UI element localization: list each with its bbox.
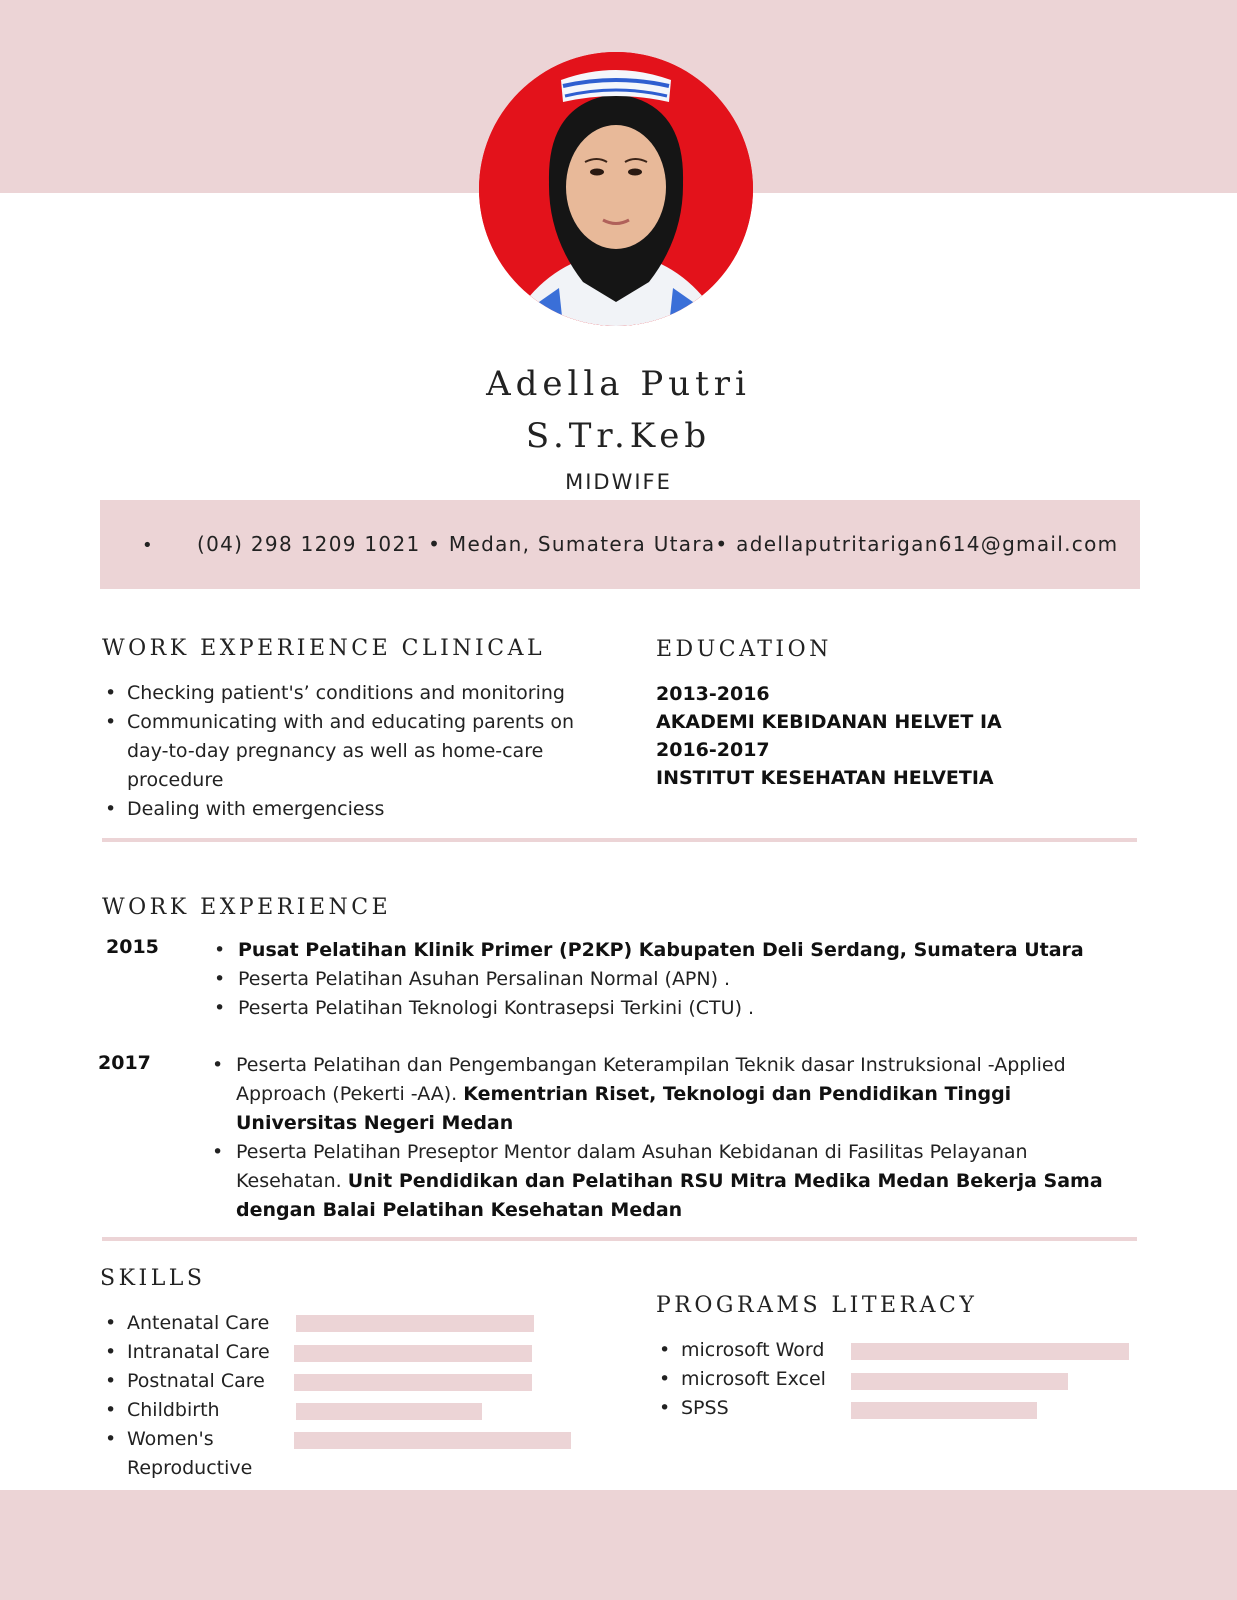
list-item: • Peserta Pelatihan dan Pengembangan Keterampilan Teknik dasar Instruksional -Applied Approach (Pekerti -AA). Kementrian Riset, Teknologi dan Pendidikan Tinggi Universitas Negeri Medan (212, 1051, 1137, 1138)
list-item: • Peserta Pelatihan Asuhan Persalinan Normal (APN) . (214, 965, 1134, 994)
program-level-bar (851, 1402, 1037, 1419)
skills-list (102, 1309, 277, 1483)
footer-band (0, 1490, 1237, 1600)
work-entry-list (214, 936, 1134, 1023)
skill-level-bar (296, 1315, 534, 1332)
list-item: • Pusat Pelatihan Klinik Primer (P2KP) Kabupaten Deli Serdang, Sumatera Utara (214, 936, 1134, 965)
program-level-bar (851, 1373, 1068, 1390)
program-level-bar (851, 1343, 1129, 1360)
work-year: 2017 (98, 1052, 151, 1074)
work-entry-list (212, 1051, 1137, 1225)
list-item: • Checking patient's’ conditions and monitoring (102, 679, 592, 708)
skill-level-bar (294, 1432, 571, 1449)
section-title-programs: PROGRAMS LITERACY (656, 1293, 978, 1318)
work-year: 2015 (106, 936, 159, 958)
skill-level-bar (294, 1345, 532, 1362)
programs-list (656, 1336, 846, 1423)
list-item: • Intranatal Care (102, 1338, 277, 1367)
list-item: • Antenatal Care (102, 1309, 277, 1338)
list-item: • Childbirth (102, 1396, 277, 1425)
list-item: • Postnatal Care (102, 1367, 277, 1396)
section-title-skills: SKILLS (100, 1266, 206, 1291)
divider (102, 1237, 1137, 1241)
contact-bullet: • (142, 535, 153, 556)
name-line-2: S.Tr.Keb (525, 416, 712, 456)
list-item: • Dealing with emergenciess (102, 795, 592, 824)
profile-photo (479, 52, 753, 326)
skill-level-bar (294, 1374, 532, 1391)
section-title-education: EDUCATION (656, 637, 832, 662)
avatar (479, 52, 753, 326)
list-item: • Communicating with and educating parents on day-to-day pregnancy as well as home-care procedure (102, 708, 592, 795)
contact-info: (04) 298 1209 1021 • Medan, Sumatera Utara• adellaputritarigan614@gmail.com (197, 532, 1119, 556)
name-line-1: Adella Putri (486, 364, 751, 404)
list-item: • SPSS (656, 1394, 846, 1423)
work-clinical-list (102, 679, 592, 824)
list-item: • Peserta Pelatihan Teknologi Kontrasepsi Terkini (CTU) . (214, 994, 1134, 1023)
education-school-1: AKADEMI KEBIDANAN HELVET IA (656, 711, 1002, 733)
job-title: MIDWIFE (565, 470, 672, 494)
list-item: • Peserta Pelatihan Preseptor Mentor dalam Asuhan Kebidanan di Fasilitas Pelayanan Kesehatan. Unit Pendidikan dan Pelatihan RSU Mitra Medika Medan Bekerja Sama dengan Balai Pelatihan Kesehatan Medan (212, 1138, 1137, 1225)
education-years-2: 2016-2017 (656, 739, 770, 761)
skill-level-bar (296, 1403, 482, 1420)
list-item: • microsoft Word (656, 1336, 846, 1365)
list-item: • microsoft Excel (656, 1365, 846, 1394)
section-title-work-experience: WORK EXPERIENCE (102, 895, 392, 920)
education-years-1: 2013-2016 (656, 683, 770, 705)
education-school-2: INSTITUT KESEHATAN HELVETIA (656, 767, 994, 789)
list-item: • Women's Reproductive (102, 1425, 277, 1483)
section-title-work-clinical: WORK EXPERIENCE CLINICAL (102, 636, 546, 661)
divider (102, 838, 1137, 842)
